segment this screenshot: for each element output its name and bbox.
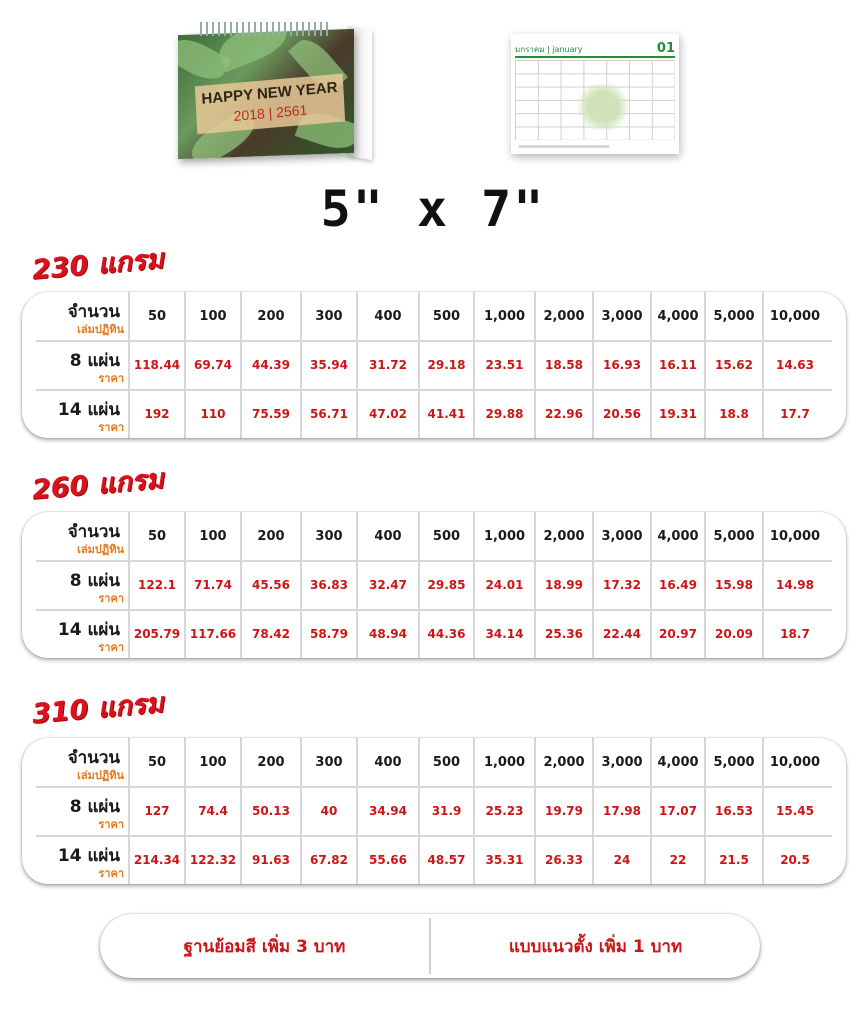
price-cell: 20.5 bbox=[780, 853, 810, 867]
quantity-cell: 200 bbox=[242, 512, 302, 560]
calendar-month-number: 01 bbox=[656, 41, 675, 56]
quantity-cell: 100 bbox=[186, 292, 242, 340]
price-cell: 19.31 bbox=[652, 390, 706, 438]
row-label-cell bbox=[22, 561, 130, 609]
quantity-cell: 200 bbox=[242, 738, 302, 786]
price-cell: 22 bbox=[652, 836, 706, 884]
quantity-cell: 10,000 bbox=[769, 308, 821, 324]
price-cell: 91.63 bbox=[242, 836, 302, 884]
price-cell: 29.88 bbox=[475, 390, 536, 438]
price-cell: 117.66 bbox=[186, 610, 242, 658]
price-sublabel: ราคา bbox=[98, 372, 124, 385]
quantity-cell: 4,000 bbox=[652, 512, 706, 560]
price-cell: 22.44 bbox=[594, 610, 652, 658]
calendar-footer-line bbox=[519, 145, 609, 148]
quantity-cell: 4,000 bbox=[652, 292, 706, 340]
calendar-month-label: มกราคม | january bbox=[515, 45, 583, 54]
quantity-row bbox=[22, 292, 846, 340]
price-cell: 47.02 bbox=[358, 390, 420, 438]
price-cell: 71.74 bbox=[186, 561, 242, 609]
price-cell: 18.58 bbox=[536, 341, 594, 389]
price-cell: 44.36 bbox=[420, 610, 475, 658]
price-cell: 55.66 bbox=[358, 836, 420, 884]
quantity-cell: 50 bbox=[130, 292, 186, 340]
price-cell: 35.31 bbox=[475, 836, 536, 884]
quantity-cell: 1,000 bbox=[475, 512, 536, 560]
price-sublabel: ราคา bbox=[98, 421, 124, 434]
quantity-cell: 3,000 bbox=[594, 738, 652, 786]
price-cell: 122.1 bbox=[130, 561, 186, 609]
quantity-sublabel: เล่มปฏิทิน bbox=[77, 769, 124, 782]
price-row bbox=[22, 561, 846, 609]
row-label-cell bbox=[22, 610, 130, 658]
price-table bbox=[22, 738, 846, 884]
price-table bbox=[22, 292, 846, 438]
price-cell: 36.83 bbox=[302, 561, 358, 609]
price-cell: 56.71 bbox=[302, 390, 358, 438]
price-cell: 44.39 bbox=[242, 341, 302, 389]
price-sublabel: ราคา bbox=[98, 867, 124, 880]
quantity-cell: 4,000 bbox=[652, 738, 706, 786]
price-cell: 25.23 bbox=[475, 787, 536, 835]
quantity-cell: 3,000 bbox=[594, 512, 652, 560]
quantity-cell: 400 bbox=[358, 292, 420, 340]
price-cell: 16.11 bbox=[652, 341, 706, 389]
quantity-cell: 5,000 bbox=[706, 738, 764, 786]
tent-calendar-face bbox=[178, 29, 354, 159]
flower-illustration bbox=[573, 84, 633, 130]
quantity-row bbox=[22, 738, 846, 786]
price-cell: 22.96 bbox=[536, 390, 594, 438]
price-cell: 32.47 bbox=[358, 561, 420, 609]
price-cell: 24.01 bbox=[475, 561, 536, 609]
price-cell: 16.49 bbox=[652, 561, 706, 609]
price-cell: 19.79 bbox=[536, 787, 594, 835]
quantity-cell: 1,000 bbox=[475, 738, 536, 786]
price-cell: 20.56 bbox=[594, 390, 652, 438]
row-label-cell bbox=[22, 738, 130, 786]
price-cell: 34.14 bbox=[475, 610, 536, 658]
quantity-cell: 500 bbox=[420, 292, 475, 340]
quantity-row bbox=[22, 512, 846, 560]
price-cell: 17.32 bbox=[594, 561, 652, 609]
quantity-cell: 50 bbox=[130, 738, 186, 786]
price-cell: 214.34 bbox=[130, 836, 186, 884]
price-cell: 31.9 bbox=[420, 787, 475, 835]
quantity-cell: 1,000 bbox=[475, 292, 536, 340]
calendar-rings bbox=[200, 22, 330, 36]
price-cell: 15.45 bbox=[776, 804, 814, 818]
quantity-cell: 300 bbox=[302, 738, 358, 786]
section-title: 260 แกรม bbox=[30, 463, 165, 506]
price-cell: 26.33 bbox=[536, 836, 594, 884]
quantity-label: จำนวน bbox=[67, 748, 120, 768]
section-title: 310 แกรม bbox=[30, 687, 165, 730]
price-cell: 41.41 bbox=[420, 390, 475, 438]
price-cell: 110 bbox=[186, 390, 242, 438]
sheet-count-label: 8 แผ่น bbox=[69, 351, 120, 371]
price-cell: 15.62 bbox=[706, 341, 764, 389]
price-cell: 34.94 bbox=[358, 787, 420, 835]
price-cell: 15.98 bbox=[706, 561, 764, 609]
price-cell: 74.4 bbox=[186, 787, 242, 835]
quantity-label: จำนวน bbox=[67, 302, 120, 322]
price-cell: 16.93 bbox=[594, 341, 652, 389]
price-cell: 21.5 bbox=[706, 836, 764, 884]
row-label-cell bbox=[22, 512, 130, 560]
price-cell: 25.36 bbox=[536, 610, 594, 658]
price-cell: 29.85 bbox=[420, 561, 475, 609]
price-cell: 192 bbox=[130, 390, 186, 438]
price-cell: 17.07 bbox=[652, 787, 706, 835]
row-label-cell bbox=[22, 292, 130, 340]
quantity-cell: 300 bbox=[302, 512, 358, 560]
price-sublabel: ราคา bbox=[98, 592, 124, 605]
quantity-cell: 400 bbox=[358, 738, 420, 786]
row-label-cell bbox=[22, 341, 130, 389]
tent-calendar-image bbox=[178, 18, 374, 158]
quantity-cell: 10,000 bbox=[769, 528, 821, 544]
option-vertical-style: แบบแนวตั้ง เพิ่ม 1 บาท bbox=[508, 936, 683, 957]
calendar-page-image bbox=[511, 34, 679, 154]
row-label-cell bbox=[22, 836, 130, 884]
sheet-count-label: 14 แผ่น bbox=[57, 400, 120, 420]
price-cell: 50.13 bbox=[242, 787, 302, 835]
price-row bbox=[22, 390, 846, 438]
price-cell: 40 bbox=[302, 787, 358, 835]
price-row bbox=[22, 787, 846, 835]
quantity-cell: 50 bbox=[130, 512, 186, 560]
price-cell: 122.32 bbox=[186, 836, 242, 884]
price-cell: 18.8 bbox=[706, 390, 764, 438]
price-table bbox=[22, 512, 846, 658]
calendar-page-header bbox=[515, 38, 675, 58]
price-cell: 24 bbox=[594, 836, 652, 884]
row-label-cell bbox=[22, 787, 130, 835]
row-label-cell bbox=[22, 390, 130, 438]
quantity-cell: 5,000 bbox=[706, 292, 764, 340]
quantity-label: จำนวน bbox=[67, 522, 120, 542]
price-cell: 35.94 bbox=[302, 341, 358, 389]
price-row bbox=[22, 341, 846, 389]
price-cell: 118.44 bbox=[130, 341, 186, 389]
price-cell: 20.97 bbox=[652, 610, 706, 658]
price-cell: 58.79 bbox=[302, 610, 358, 658]
price-cell: 18.99 bbox=[536, 561, 594, 609]
tent-calendar-headline: HAPPY NEW YEAR bbox=[201, 78, 338, 108]
quantity-cell: 3,000 bbox=[594, 292, 652, 340]
price-row bbox=[22, 836, 846, 884]
price-row bbox=[22, 610, 846, 658]
price-cell: 14.98 bbox=[776, 578, 814, 592]
quantity-cell: 100 bbox=[186, 512, 242, 560]
price-cell: 23.51 bbox=[475, 341, 536, 389]
price-cell: 127 bbox=[130, 787, 186, 835]
quantity-sublabel: เล่มปฏิทิน bbox=[77, 323, 124, 336]
quantity-cell: 2,000 bbox=[536, 292, 594, 340]
quantity-cell: 500 bbox=[420, 738, 475, 786]
price-cell: 29.18 bbox=[420, 341, 475, 389]
sheet-count-label: 14 แผ่น bbox=[57, 620, 120, 640]
price-sublabel: ราคา bbox=[98, 641, 124, 654]
quantity-cell: 2,000 bbox=[536, 512, 594, 560]
size-title: 5" x 7" bbox=[320, 180, 546, 238]
quantity-sublabel: เล่มปฏิทิน bbox=[77, 543, 124, 556]
quantity-cell: 500 bbox=[420, 512, 475, 560]
quantity-cell: 5,000 bbox=[706, 512, 764, 560]
quantity-cell: 100 bbox=[186, 738, 242, 786]
quantity-cell: 10,000 bbox=[769, 754, 821, 770]
sheet-count-label: 8 แผ่น bbox=[69, 571, 120, 591]
price-cell: 20.09 bbox=[706, 610, 764, 658]
quantity-cell: 300 bbox=[302, 292, 358, 340]
quantity-cell: 200 bbox=[242, 292, 302, 340]
option-colored-base: ฐานย้อมสี เพิ่ม 3 บาท bbox=[183, 936, 346, 957]
section-title: 230 แกรม bbox=[30, 243, 165, 286]
price-cell: 78.42 bbox=[242, 610, 302, 658]
quantity-cell: 400 bbox=[358, 512, 420, 560]
price-cell: 31.72 bbox=[358, 341, 420, 389]
price-cell: 17.7 bbox=[780, 407, 810, 421]
price-sublabel: ราคา bbox=[98, 818, 124, 831]
price-cell: 75.59 bbox=[242, 390, 302, 438]
price-cell: 48.94 bbox=[358, 610, 420, 658]
price-cell: 48.57 bbox=[420, 836, 475, 884]
sheet-count-label: 8 แผ่น bbox=[69, 797, 120, 817]
price-cell: 14.63 bbox=[776, 358, 814, 372]
sheet-count-label: 14 แผ่น bbox=[57, 846, 120, 866]
price-cell: 69.74 bbox=[186, 341, 242, 389]
tent-calendar-years: 2018 | 2561 bbox=[233, 101, 308, 125]
options-bar bbox=[100, 914, 760, 978]
quantity-cell: 2,000 bbox=[536, 738, 594, 786]
price-cell: 205.79 bbox=[130, 610, 186, 658]
price-cell: 17.98 bbox=[594, 787, 652, 835]
price-cell: 45.56 bbox=[242, 561, 302, 609]
price-cell: 67.82 bbox=[302, 836, 358, 884]
price-cell: 18.7 bbox=[780, 627, 810, 641]
price-cell: 16.53 bbox=[706, 787, 764, 835]
